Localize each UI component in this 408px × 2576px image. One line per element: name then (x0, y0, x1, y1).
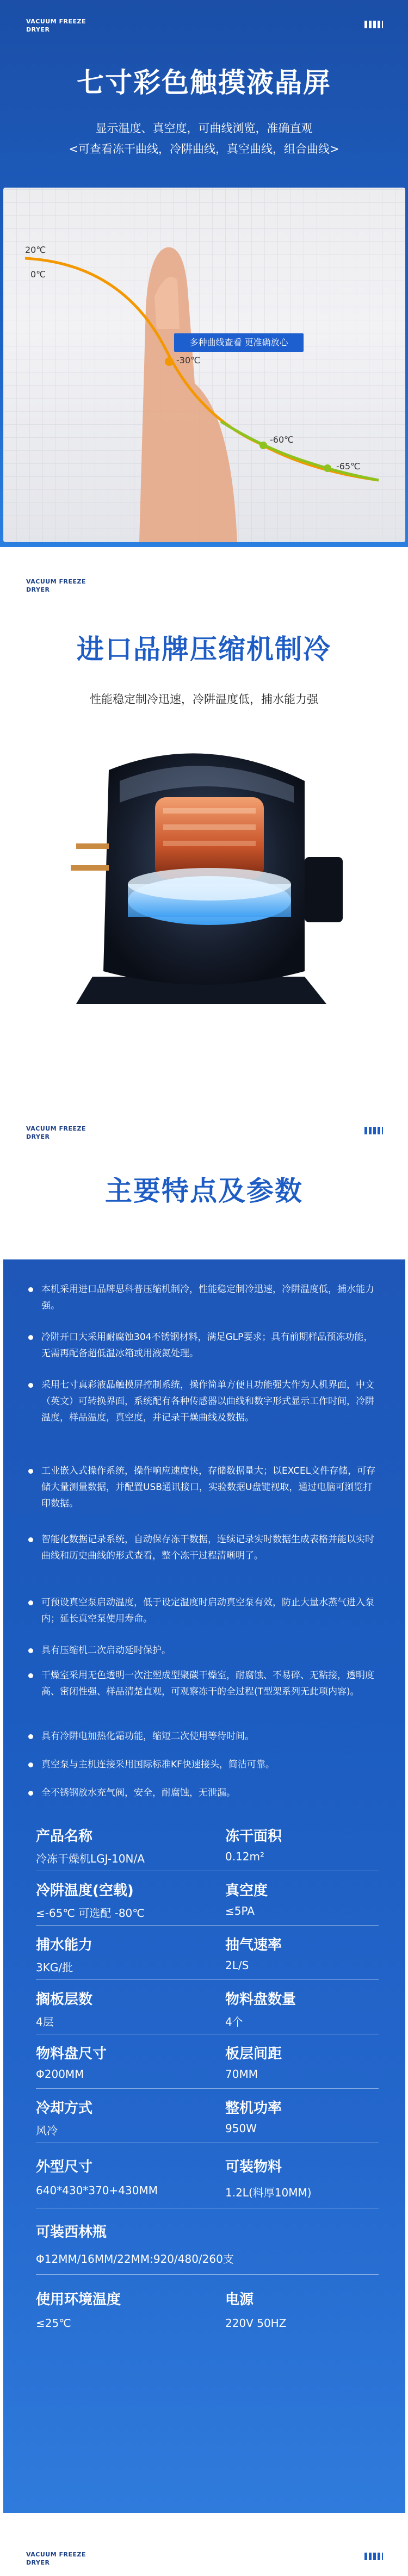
curve-marker-minus60 (259, 442, 267, 449)
param-label: 产品名称 (36, 1828, 93, 1845)
feature-item: 干燥室采用无色透明一次注塑成型聚碳干燥室，耐腐蚀、不易碎、无粘接，透明度高、密闭性强、样品清楚直观，可观察冻干的全过程(T型架系列无此项内容)。 (41, 1667, 379, 1700)
param-value: 4层 (36, 2015, 54, 2028)
param-value: 2L/S (225, 1959, 249, 1972)
param-label: 可装物料 (225, 2159, 282, 2175)
decor-stripes (364, 1127, 383, 1134)
param-value: ≤-65℃ 可选配 -80℃ (36, 1907, 145, 1920)
param-label: 物料盘尺寸 (36, 2046, 107, 2062)
decor-stripes (364, 2553, 383, 2560)
param-label: 可装西林瓶 (36, 2224, 107, 2240)
param-value: 风冷 (36, 2124, 58, 2137)
feature-item: 本机采用进口品牌思科普压缩机制冷，性能稳定制冷迅速，冷阱温度低，捕水能力强。 (41, 1281, 379, 1314)
finger-illustration (139, 247, 237, 542)
features-panel (3, 1259, 405, 2513)
next-section-teaser (0, 2532, 408, 2576)
param-value: 0.12m² (225, 1850, 265, 1863)
feature-item: 冷阱开口大采用耐腐蚀304不锈钢材料，满足GLP要求；具有前期样品预冻功能，无需再配备超低温冰箱或用液氮处理。 (41, 1329, 379, 1362)
param-label: 外型尺寸 (36, 2159, 93, 2175)
section-subtitle: 显示温度、真空度，可曲线浏览，准确直观 (95, 122, 313, 135)
param-label: 搁板层数 (36, 1991, 93, 2008)
brand-logo: VACUUM FREEZE DRYER (26, 18, 86, 33)
screen-graphic (3, 188, 405, 542)
param-label: 冷阱温度(空载) (36, 1883, 134, 1899)
param-value: 220V 50HZ (225, 2317, 287, 2330)
feature-item: 真空泵与主机连接采用国际标准KF快速接头，简洁可靠。 (41, 1756, 379, 1773)
brand-logo: VACUUM FREEZE DRYER (26, 1125, 86, 1140)
param-value: Φ200MM (36, 2068, 84, 2081)
feature-item: 全不锈钢放水充气阀，安全，耐腐蚀，无泄漏。 (41, 1785, 379, 1801)
param-label: 整机功率 (225, 2100, 282, 2116)
touch-screen-photo (3, 188, 405, 542)
param-value: 冷冻干燥机LGJ-10N/A (36, 1852, 145, 1865)
curve-marker-minus30 (165, 357, 174, 366)
temp-label-minus65: -65℃ (336, 461, 361, 471)
decor-stripes (364, 21, 383, 28)
param-value: 70MM (225, 2068, 258, 2081)
section-title: 七寸彩色触摸液晶屏 (77, 67, 331, 98)
touchscreen-section (0, 0, 408, 547)
feature-item: 采用七寸真彩液晶触摸屏控制系统，操作简单方便且功能强大作为人机界面，中文（英文）可转换界面，系统配有各种传感器以曲线和数字形式显示工作时间，冷阱温度，样品温度，真空度，并记录干燥曲线及数据。 (41, 1377, 379, 1426)
param-label: 冻干面积 (225, 1828, 282, 1845)
feature-item: 智能化数据记录系统，自动保存冻干数据，连续记录实时数据生成表格并能以实时曲线和历史曲线的形式查看，整个冻干过程清晰明了。 (41, 1531, 379, 1564)
param-label: 使用环境温度 (36, 2292, 121, 2308)
param-label: 物料盘数量 (225, 1991, 296, 2008)
param-value: Φ12MM/16MM/22MM:920/480/260支 (36, 2252, 234, 2265)
temp-label-minus30: -30℃ (176, 355, 201, 365)
param-value: 950W (225, 2122, 257, 2135)
brand-logo: VACUUM FREEZE DRYER (26, 2551, 86, 2566)
param-label: 板层间距 (225, 2046, 282, 2062)
compressor-section (0, 547, 408, 1091)
param-value: 640*430*370+430MM (36, 2184, 158, 2197)
section-title: 进口品牌压缩机制冷 (77, 634, 331, 665)
section-title: 主要特点及参数 (105, 1175, 303, 1207)
param-value: ≤25℃ (36, 2317, 71, 2330)
param-label: 抽气速率 (225, 1937, 282, 1953)
section-subtitle-curves: <可查看冻干曲线，冷阱曲线，真空曲线，组合曲线> (69, 142, 339, 156)
curve-tip-badge: 多种曲线查看 更准确放心 (174, 333, 304, 352)
temp-label-minus60: -60℃ (270, 434, 294, 445)
brand-logo: VACUUM FREEZE DRYER (26, 578, 86, 593)
param-label: 冷却方式 (36, 2100, 93, 2116)
param-label: 电源 (225, 2292, 254, 2308)
temp-label-20: 20℃ (25, 245, 46, 255)
curve-marker-minus65 (324, 464, 331, 472)
param-value: ≤5PA (225, 1904, 255, 1917)
param-value: 3KG/批 (36, 1961, 73, 1974)
param-label: 真空度 (225, 1883, 268, 1899)
feature-item: 具有冷阱电加热化霜功能，缩短二次使用等待时间。 (41, 1728, 379, 1745)
features-section (0, 1091, 408, 2532)
param-value: 4个 (225, 2015, 243, 2028)
section-subtitle: 性能稳定制冷迅速，冷阱温度低，捕水能力强 (90, 693, 318, 706)
feature-item: 工业嵌入式操作系统，操作响应速度快，存储数据量大；以EXCEL文件存储，可存储大量测量数据，并配置USB通讯接口，实验数据U盘键视取，通过电脑可浏览打印数据。 (41, 1463, 379, 1512)
compressor-image (0, 721, 408, 1026)
feature-item: 可预设真空泵启动温度，低于设定温度时启动真空泵有效，防止大量水蒸气进入泵内；延长真空泵使用寿命。 (41, 1594, 379, 1627)
temp-label-0: 0℃ (30, 269, 46, 280)
feature-item: 具有压缩机二次启动延时保护。 (41, 1642, 379, 1659)
param-label: 捕水能力 (36, 1937, 93, 1953)
param-value: 1.2L(料厚10MM) (225, 2186, 312, 2199)
